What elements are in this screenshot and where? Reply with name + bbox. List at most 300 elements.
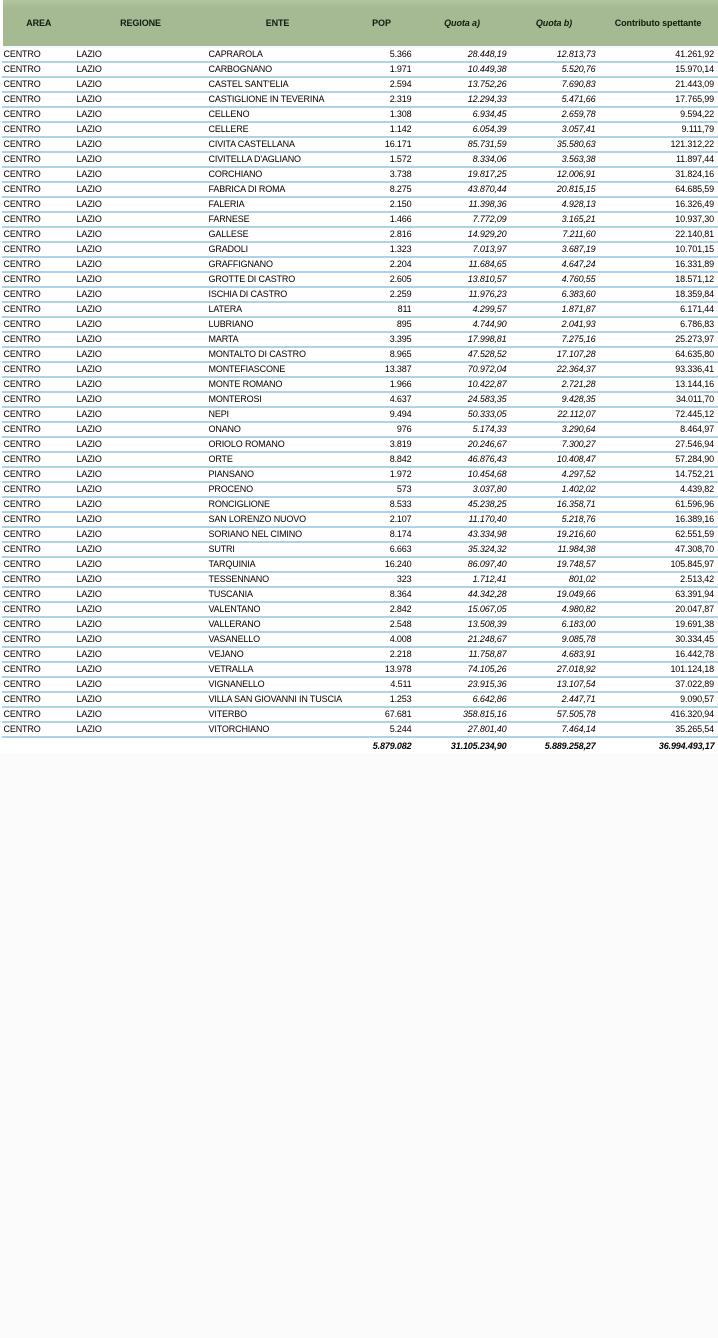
cell-ente: CIVITELLA D'AGLIANO (207, 152, 349, 167)
cell-quota-b: 12.006,91 (510, 167, 599, 182)
table-row (2, 572, 718, 587)
cell-quota-b: 5.471,66 (510, 92, 599, 107)
table-row (2, 557, 718, 572)
cell-pop: 16.240 (349, 557, 415, 572)
cell-pop: 9.494 (349, 407, 415, 422)
cell-regione: LAZIO (75, 317, 207, 332)
cell-contributo: 21.443,09 (599, 77, 718, 92)
cell-pop: 976 (349, 422, 415, 437)
cell-ente: ISCHIA DI CASTRO (207, 287, 349, 302)
cell-quota-b: 4.683,91 (510, 647, 599, 662)
table-row (2, 392, 718, 407)
cell-contributo: 6.786,83 (599, 317, 718, 332)
cell-pop: 2.605 (349, 272, 415, 287)
table-row (2, 152, 718, 167)
cell-area: CENTRO (2, 227, 75, 242)
cell-area: CENTRO (2, 272, 75, 287)
cell-regione: LAZIO (75, 257, 207, 272)
cell-area: CENTRO (2, 437, 75, 452)
column-header-pop: POP (349, 0, 415, 47)
cell-regione: LAZIO (75, 647, 207, 662)
cell-area: CENTRO (2, 602, 75, 617)
cell-pop: 1.572 (349, 152, 415, 167)
cell-contributo: 121.312,22 (599, 137, 718, 152)
table-row (2, 302, 718, 317)
cell-quota-a: 4.299,57 (415, 302, 510, 317)
table-row (2, 632, 718, 647)
cell-area: CENTRO (2, 452, 75, 467)
cell-area: CENTRO (2, 422, 75, 437)
table-row (2, 122, 718, 137)
table-row (2, 587, 718, 602)
cell-quota-a: 46.876,43 (415, 452, 510, 467)
cell-contributo: 35.265,54 (599, 722, 718, 737)
cell-quota-b: 2.721,28 (510, 377, 599, 392)
cell-area: CENTRO (2, 212, 75, 227)
cell-ente: ONANO (207, 422, 349, 437)
total-pop: 5.879.082 (372, 740, 412, 751)
cell-contributo: 57.284,90 (599, 452, 718, 467)
table-header (2, 0, 718, 47)
cell-contributo: 15.970,14 (599, 62, 718, 77)
cell-pop: 67.681 (349, 707, 415, 722)
cell-area: CENTRO (2, 677, 75, 692)
cell-ente: MONTALTO DI CASTRO (207, 347, 349, 362)
cell-pop: 3.819 (349, 437, 415, 452)
cell-quota-a: 10.454,68 (415, 467, 510, 482)
column-header-quota-a: Quota a) (415, 0, 510, 47)
cell-quota-a: 4.744,90 (415, 317, 510, 332)
cell-quota-a: 47.528,52 (415, 347, 510, 362)
cell-contributo: 17.765,99 (599, 92, 718, 107)
cell-quota-a: 15.067,05 (415, 602, 510, 617)
cell-regione: LAZIO (75, 107, 207, 122)
cell-regione: LAZIO (75, 407, 207, 422)
cell-regione: LAZIO (75, 287, 207, 302)
cell-area: CENTRO (2, 347, 75, 362)
cell-regione: LAZIO (75, 452, 207, 467)
cell-pop: 1.972 (349, 467, 415, 482)
table-row (2, 467, 718, 482)
cell-pop: 895 (349, 317, 415, 332)
table-row (2, 212, 718, 227)
table-row (2, 257, 718, 272)
table-row (2, 377, 718, 392)
cell-pop: 1.466 (349, 212, 415, 227)
cell-contributo: 105.845,97 (599, 557, 718, 572)
column-header-contributo: Contributo spettante (599, 0, 718, 47)
column-header-ente: ENTE (207, 0, 349, 47)
cell-area: CENTRO (2, 332, 75, 347)
table-row (2, 272, 718, 287)
cell-contributo: 64.685,59 (599, 182, 718, 197)
cell-quota-b: 1.402,02 (510, 482, 599, 497)
cell-contributo: 10.701,15 (599, 242, 718, 257)
cell-pop: 2.107 (349, 512, 415, 527)
cell-quota-b: 22.364,37 (510, 362, 599, 377)
cell-pop: 2.548 (349, 617, 415, 632)
column-header-regione: REGIONE (75, 0, 207, 47)
cell-ente: VITORCHIANO (207, 722, 349, 737)
cell-quota-a: 358.815,16 (415, 707, 510, 722)
cell-contributo: 34.011,70 (599, 392, 718, 407)
cell-pop: 1.308 (349, 107, 415, 122)
cell-quota-a: 20.246,67 (415, 437, 510, 452)
table-row (2, 347, 718, 362)
table-row (2, 362, 718, 377)
cell-quota-b: 19.748,57 (510, 557, 599, 572)
cell-quota-a: 11.684,65 (415, 257, 510, 272)
cell-regione: LAZIO (75, 707, 207, 722)
cell-quota-a: 1.712,41 (415, 572, 510, 587)
cell-pop: 8.364 (349, 587, 415, 602)
cell-regione: LAZIO (75, 62, 207, 77)
table-row (2, 662, 718, 677)
cell-pop: 1.323 (349, 242, 415, 257)
cell-quota-b: 4.647,24 (510, 257, 599, 272)
cell-ente: VASANELLO (207, 632, 349, 647)
cell-ente: VILLA SAN GIOVANNI IN TUSCIA (207, 692, 349, 707)
cell-pop: 2.218 (349, 647, 415, 662)
cell-contributo: 62.551,59 (599, 527, 718, 542)
cell-contributo: 416.320,94 (599, 707, 718, 722)
cell-area: CENTRO (2, 392, 75, 407)
cell-contributo: 47.308,70 (599, 542, 718, 557)
cell-ente: CASTIGLIONE IN TEVERINA (207, 92, 349, 107)
cell-regione: LAZIO (75, 242, 207, 257)
cell-ente: LUBRIANO (207, 317, 349, 332)
cell-ente: CIVITA CASTELLANA (207, 137, 349, 152)
table-row (2, 647, 718, 662)
cell-area: CENTRO (2, 167, 75, 182)
cell-pop: 2.259 (349, 287, 415, 302)
cell-regione: LAZIO (75, 722, 207, 737)
cell-area: CENTRO (2, 242, 75, 257)
cell-quota-b: 35.580,63 (510, 137, 599, 152)
cell-contributo: 6.171,44 (599, 302, 718, 317)
cell-regione: LAZIO (75, 167, 207, 182)
table-row (2, 242, 718, 257)
cell-ente: ORTE (207, 452, 349, 467)
cell-regione: LAZIO (75, 482, 207, 497)
cell-ente: MONTE ROMANO (207, 377, 349, 392)
cell-contributo: 93.336,41 (599, 362, 718, 377)
cell-area: CENTRO (2, 572, 75, 587)
cell-ente: FALERIA (207, 197, 349, 212)
cell-contributo: 101.124,18 (599, 662, 718, 677)
table-row (2, 137, 718, 152)
cell-area: CENTRO (2, 317, 75, 332)
cell-contributo: 16.389,16 (599, 512, 718, 527)
cell-regione: LAZIO (75, 677, 207, 692)
cell-pop: 2.204 (349, 257, 415, 272)
cell-pop: 16.171 (349, 137, 415, 152)
cell-ente: ORIOLO ROMANO (207, 437, 349, 452)
cell-pop: 5.244 (349, 722, 415, 737)
cell-area: CENTRO (2, 542, 75, 557)
cell-area: CENTRO (2, 122, 75, 137)
cell-ente: CORCHIANO (207, 167, 349, 182)
cell-regione: LAZIO (75, 632, 207, 647)
cell-quota-b: 20.815,15 (510, 182, 599, 197)
cell-quota-b: 19.216,60 (510, 527, 599, 542)
cell-quota-a: 50.333,05 (415, 407, 510, 422)
cell-area: CENTRO (2, 617, 75, 632)
cell-quota-b: 4.928,13 (510, 197, 599, 212)
cell-regione: LAZIO (75, 527, 207, 542)
cell-area: CENTRO (2, 152, 75, 167)
cell-quota-a: 85.731,59 (415, 137, 510, 152)
totals-empty-area (2, 737, 75, 753)
cell-quota-a: 6.642,86 (415, 692, 510, 707)
table-row (2, 677, 718, 692)
cell-quota-a: 43.334,98 (415, 527, 510, 542)
cell-quota-b: 801,02 (510, 572, 599, 587)
cell-quota-b: 22.112,07 (510, 407, 599, 422)
cell-ente: VALENTANO (207, 602, 349, 617)
cell-contributo: 19.691,38 (599, 617, 718, 632)
empty-page-area (0, 753, 718, 1313)
cell-area: CENTRO (2, 467, 75, 482)
cell-ente: MONTEFIASCONE (207, 362, 349, 377)
cell-quota-a: 10.449,38 (415, 62, 510, 77)
cell-contributo: 9.594,22 (599, 107, 718, 122)
header-row (2, 0, 718, 47)
cell-regione: LAZIO (75, 557, 207, 572)
table-body (2, 47, 718, 737)
cell-quota-b: 17.107,28 (510, 347, 599, 362)
cell-area: CENTRO (2, 692, 75, 707)
cell-area: CENTRO (2, 377, 75, 392)
cell-regione: LAZIO (75, 377, 207, 392)
cell-regione: LAZIO (75, 227, 207, 242)
cell-regione: LAZIO (75, 182, 207, 197)
table-row (2, 92, 718, 107)
cell-contributo: 2.513,42 (599, 572, 718, 587)
cell-quota-b: 3.563,38 (510, 152, 599, 167)
cell-quota-a: 27.801,40 (415, 722, 510, 737)
cell-area: CENTRO (2, 512, 75, 527)
cell-quota-b: 7.300,27 (510, 437, 599, 452)
cell-area: CENTRO (2, 257, 75, 272)
cell-quota-b: 13.107,54 (510, 677, 599, 692)
cell-pop: 323 (349, 572, 415, 587)
cell-ente: VALLERANO (207, 617, 349, 632)
cell-quota-b: 4.760,55 (510, 272, 599, 287)
cell-pop: 8.174 (349, 527, 415, 542)
column-header-area: AREA (2, 0, 75, 47)
cell-quota-a: 11.758,87 (415, 647, 510, 662)
cell-quota-b: 7.211,60 (510, 227, 599, 242)
cell-ente: GRADOLI (207, 242, 349, 257)
cell-area: CENTRO (2, 707, 75, 722)
cell-ente: CAPRAROLA (207, 47, 349, 62)
cell-regione: LAZIO (75, 272, 207, 287)
cell-quota-b: 27.018,92 (510, 662, 599, 677)
cell-contributo: 64.635,80 (599, 347, 718, 362)
cell-quota-a: 13.810,57 (415, 272, 510, 287)
cell-quota-a: 35.324,32 (415, 542, 510, 557)
cell-quota-b: 2.447,71 (510, 692, 599, 707)
cell-regione: LAZIO (75, 392, 207, 407)
cell-ente: CELLENO (207, 107, 349, 122)
cell-quota-a: 10.422,87 (415, 377, 510, 392)
cell-quota-a: 19.817,25 (415, 167, 510, 182)
table-footer (2, 737, 718, 753)
cell-ente: TARQUINIA (207, 557, 349, 572)
table-row (2, 722, 718, 737)
cell-quota-a: 44.342,28 (415, 587, 510, 602)
cell-quota-a: 7.013,97 (415, 242, 510, 257)
cell-contributo: 41.261,92 (599, 47, 718, 62)
cell-quota-b: 5.520,76 (510, 62, 599, 77)
cell-quota-b: 7.690,83 (510, 77, 599, 92)
table-row (2, 167, 718, 182)
cell-quota-b: 4.297,52 (510, 467, 599, 482)
cell-quota-a: 6.934,45 (415, 107, 510, 122)
cell-pop: 2.594 (349, 77, 415, 92)
cell-ente: VETRALLA (207, 662, 349, 677)
table-row (2, 77, 718, 92)
cell-contributo: 30.334,45 (599, 632, 718, 647)
cell-quota-a: 11.976,23 (415, 287, 510, 302)
cell-regione: LAZIO (75, 212, 207, 227)
cell-ente: CASTEL SANT'ELIA (207, 77, 349, 92)
cell-quota-a: 6.054,39 (415, 122, 510, 137)
table-row (2, 47, 718, 62)
table-row (2, 422, 718, 437)
cell-regione: LAZIO (75, 362, 207, 377)
cell-ente: FARNESE (207, 212, 349, 227)
cell-regione: LAZIO (75, 302, 207, 317)
cell-area: CENTRO (2, 92, 75, 107)
cell-regione: LAZIO (75, 542, 207, 557)
cell-regione: LAZIO (75, 572, 207, 587)
table-row (2, 512, 718, 527)
cell-ente: GRAFFIGNANO (207, 257, 349, 272)
cell-pop: 1.971 (349, 62, 415, 77)
cell-pop: 4.511 (349, 677, 415, 692)
cell-quota-a: 12.294,33 (415, 92, 510, 107)
cell-area: CENTRO (2, 287, 75, 302)
cell-regione: LAZIO (75, 437, 207, 452)
cell-area: CENTRO (2, 632, 75, 647)
cell-pop: 3.738 (349, 167, 415, 182)
table-row (2, 692, 718, 707)
cell-regione: LAZIO (75, 122, 207, 137)
cell-regione: LAZIO (75, 617, 207, 632)
table-row (2, 62, 718, 77)
cell-regione: LAZIO (75, 587, 207, 602)
cell-quota-b: 3.290,64 (510, 422, 599, 437)
cell-regione: LAZIO (75, 77, 207, 92)
cell-quota-b: 12.813,73 (510, 47, 599, 62)
cell-pop: 4.008 (349, 632, 415, 647)
cell-quota-b: 7.464,14 (510, 722, 599, 737)
cell-quota-b: 7.275,16 (510, 332, 599, 347)
cell-quota-b: 3.165,21 (510, 212, 599, 227)
cell-ente: VITERBO (207, 707, 349, 722)
cell-contributo: 16.331,89 (599, 257, 718, 272)
cell-pop: 5.366 (349, 47, 415, 62)
cell-ente: RONCIGLIONE (207, 497, 349, 512)
cell-pop: 2.842 (349, 602, 415, 617)
cell-regione: LAZIO (75, 47, 207, 62)
table-row (2, 182, 718, 197)
cell-quota-b: 3.687,19 (510, 242, 599, 257)
cell-quota-a: 74.105,26 (415, 662, 510, 677)
cell-contributo: 10.937,30 (599, 212, 718, 227)
cell-quota-a: 45.238,25 (415, 497, 510, 512)
cell-ente: SAN LORENZO NUOVO (207, 512, 349, 527)
cell-pop: 2.816 (349, 227, 415, 242)
cell-pop: 1.966 (349, 377, 415, 392)
table-row (2, 407, 718, 422)
cell-pop: 13.387 (349, 362, 415, 377)
cell-ente: GALLESE (207, 227, 349, 242)
cell-ente: FABRICA DI ROMA (207, 182, 349, 197)
total-quota-b: 5.889.258,27 (544, 740, 596, 751)
cell-area: CENTRO (2, 557, 75, 572)
cell-pop: 3.395 (349, 332, 415, 347)
cell-area: CENTRO (2, 527, 75, 542)
cell-area: CENTRO (2, 647, 75, 662)
cell-area: CENTRO (2, 662, 75, 677)
cell-area: CENTRO (2, 197, 75, 212)
cell-quota-a: 8.334,06 (415, 152, 510, 167)
cell-pop: 8.965 (349, 347, 415, 362)
cell-ente: TUSCANIA (207, 587, 349, 602)
cell-area: CENTRO (2, 587, 75, 602)
cell-quota-a: 17.998,81 (415, 332, 510, 347)
table-row (2, 287, 718, 302)
cell-regione: LAZIO (75, 152, 207, 167)
cell-quota-a: 13.752,26 (415, 77, 510, 92)
cell-ente: VEJANO (207, 647, 349, 662)
cell-contributo: 4.439,82 (599, 482, 718, 497)
cell-quota-a: 11.170,40 (415, 512, 510, 527)
cell-quota-a: 28.448,19 (415, 47, 510, 62)
total-quota-a: 31.105.234,90 (450, 740, 507, 751)
cell-regione: LAZIO (75, 692, 207, 707)
cell-regione: LAZIO (75, 332, 207, 347)
cell-quota-b: 6.383,60 (510, 287, 599, 302)
cell-pop: 4.637 (349, 392, 415, 407)
cell-area: CENTRO (2, 77, 75, 92)
cell-contributo: 16.442,78 (599, 647, 718, 662)
cell-quota-b: 5.218,76 (510, 512, 599, 527)
cell-ente: VIGNANELLO (207, 677, 349, 692)
cell-ente: SUTRI (207, 542, 349, 557)
table-row (2, 482, 718, 497)
cell-contributo: 20.047,87 (599, 602, 718, 617)
cell-ente: CARBOGNANO (207, 62, 349, 77)
cell-regione: LAZIO (75, 467, 207, 482)
cell-quota-a: 11.398,36 (415, 197, 510, 212)
cell-pop: 8.275 (349, 182, 415, 197)
cell-ente: LATERA (207, 302, 349, 317)
cell-quota-a: 5.174,33 (415, 422, 510, 437)
cell-ente: MARTA (207, 332, 349, 347)
cell-regione: LAZIO (75, 662, 207, 677)
cell-area: CENTRO (2, 182, 75, 197)
cell-area: CENTRO (2, 482, 75, 497)
cell-quota-b: 11.984,38 (510, 542, 599, 557)
cell-regione: LAZIO (75, 347, 207, 362)
cell-regione: LAZIO (75, 92, 207, 107)
cell-ente: NEPI (207, 407, 349, 422)
cell-ente: PROCENO (207, 482, 349, 497)
